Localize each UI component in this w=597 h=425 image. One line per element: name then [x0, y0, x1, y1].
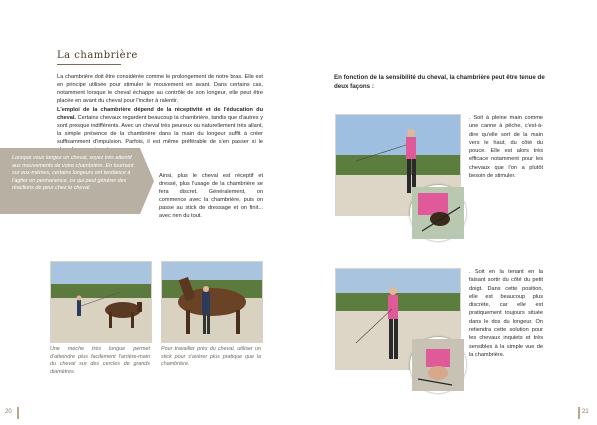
- caption-photo-2: Pour travailler près du cheval, utiliser un stick pour s'avérer plus pratique que la chambrière.: [161, 346, 261, 368]
- section-title: La chambrière: [57, 50, 138, 61]
- paragraph-3: Ainsi, plus le cheval est réceptif et dressé, plus l'usage de la chambrière se fera discret. Généralement, on commence avec la chambrière, puis on passe au stick de dressage et on finit... avec rien du tout.: [159, 173, 263, 220]
- photo-stick-close: [161, 261, 263, 343]
- emploi-text: Certains chevaux regardent beaucoup la chambrière, tandis que d'autres y sont presque indifférents. Avec un cheval très peureux ou naturellement très allant, la simple présence de la chambrière dans la main du longeur suffit à créer suffisamment d'impulsion. Parfois, il est même préférable de s'en passer si le: [57, 115, 263, 146]
- page-bar-left: [17, 407, 19, 419]
- caption-photo-1: Une mèche très longue permet d'atteindre plus facilement l'arrière-main du cheval sur des cercles de grands diamètres.: [50, 346, 150, 375]
- detail-hand-thumb: [410, 185, 466, 241]
- photo-long-whip: [50, 261, 152, 343]
- emploi-text-top: [57, 106, 263, 148]
- title-underline: [57, 64, 121, 65]
- page-number-right: 21: [582, 409, 589, 415]
- paragraph-1: La chambrière doit être considérée comme le prolongement de notre bras. Elle est en principe utilisée pour stimuler le mouvement en avant. Dans certains cas, notamment lorsque le cheval échappe au contrôle de son longeur, elle peut être placée en avant du cheval pour l'inciter à ralentir.: [57, 74, 263, 105]
- right-heading: En fonction de la sensibilité du cheval, la chambrière peut être tenue de deux façons :: [334, 74, 545, 90]
- sidebar-note: Lorsque vous longez un cheval, soyez très attentif aux mouvements de votre chambrière. En tournant sur eux-mêmes, certains longeurs ont tendance à l'agiter en permanence, ce qui peut générer des réactions de peur chez le cheval.: [12, 155, 134, 192]
- page-number-left: 20: [5, 409, 12, 415]
- sidebar-note-arrow: [140, 148, 154, 214]
- intro-text: [57, 73, 263, 105]
- emploi-heading: L'emploi de la chambrière dépend de la réceptivité et de l'éducation du cheval.: [57, 107, 263, 122]
- detail-hand-little-finger: [410, 337, 466, 393]
- page-bar-right: [578, 407, 580, 419]
- way-1-text: . Soit à pleine main comme une canne à pêche, c'est-à-dire qu'elle sort de la main vers le haut, du côté du pouce. Elle est alors très efficace notamment pour les chevaux que l'on a plutôt besoin de stimuler.: [469, 115, 543, 180]
- way-2-text: . Soit en la tenant en la faisant sortir du côté du petit doigt. Dans cette position, elle est beaucoup plus discrète, car elle est pratiquement toujours située dans le dos du longeur. On retiendra cette solution pour les chevaux inquiets et très sensibles à la simple vue de la chambrière.: [469, 269, 543, 358]
